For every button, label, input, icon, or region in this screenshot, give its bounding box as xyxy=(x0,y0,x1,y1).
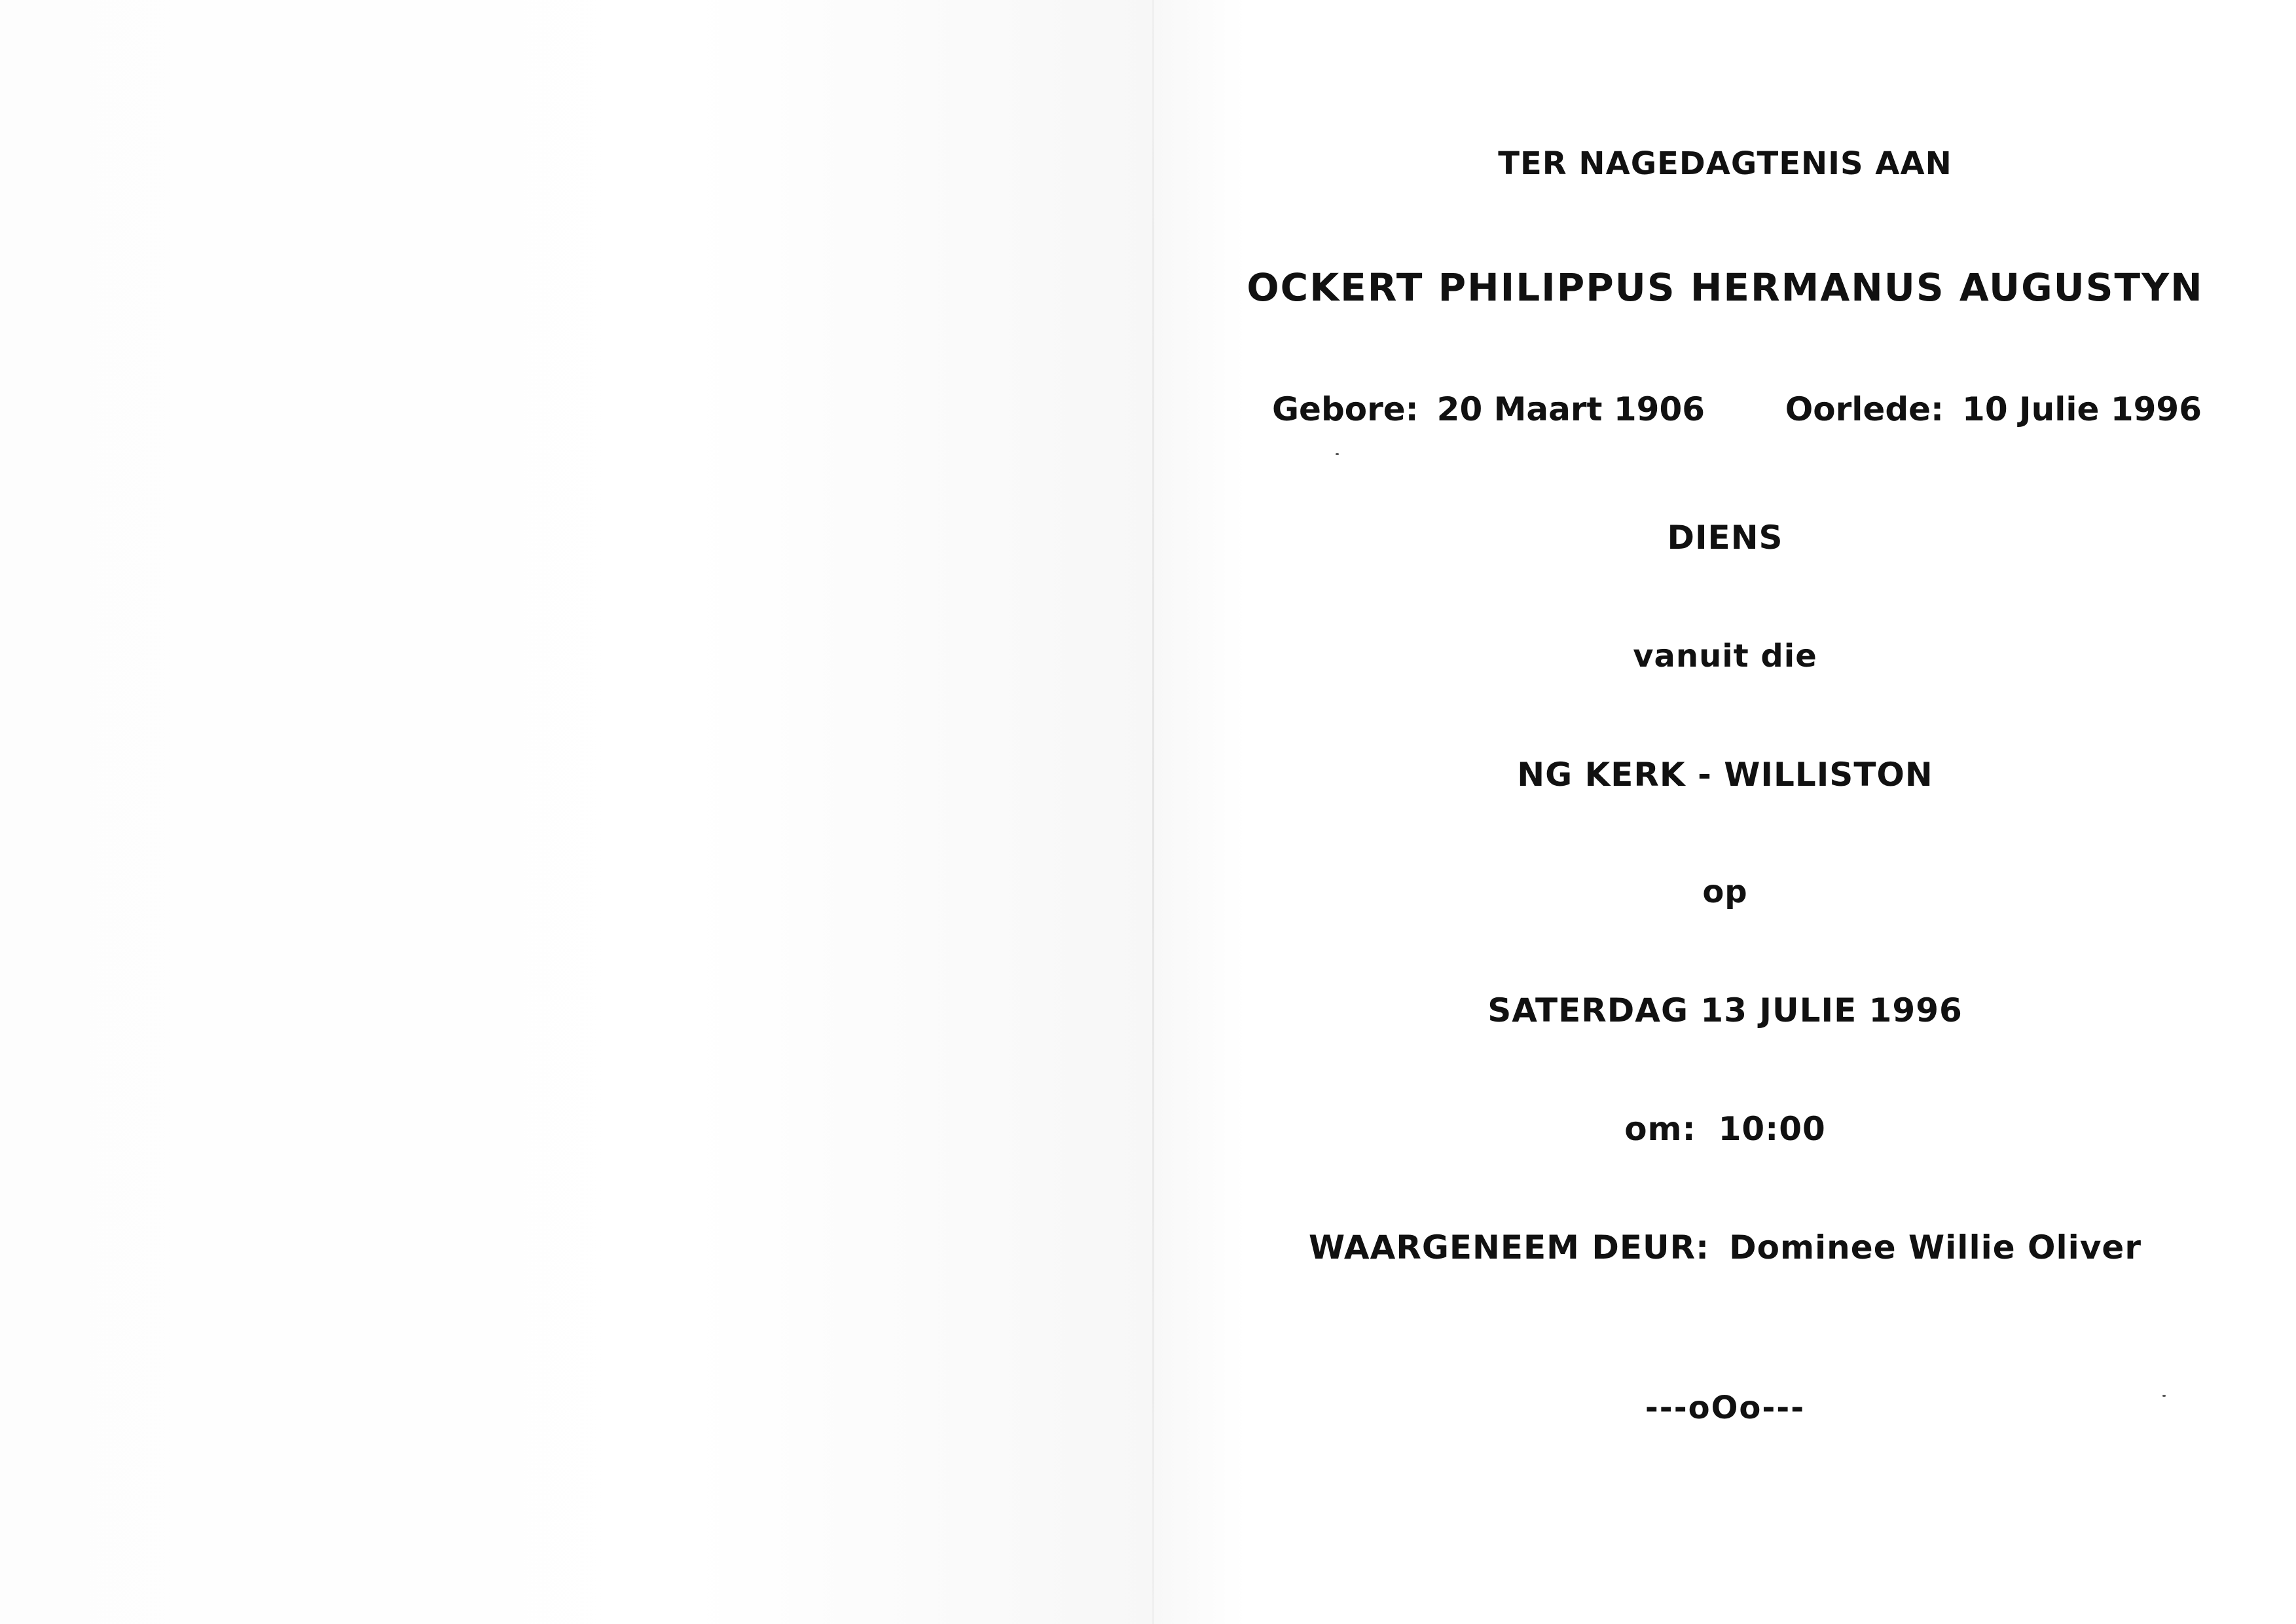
deceased-name: OCKERT PHILIPPUS HERMANUS AUGUSTYN xyxy=(1247,265,2204,310)
died-label: Oorlede: xyxy=(1785,390,1944,428)
service-time-line xyxy=(1154,1110,2296,1148)
born-info xyxy=(1272,390,1705,428)
service-time: 10:00 xyxy=(1718,1110,1826,1148)
life-dates xyxy=(1272,390,2202,436)
scan-speck xyxy=(1336,453,1339,455)
service-on-text: op xyxy=(1702,874,1748,910)
died-info xyxy=(1785,390,2202,428)
closing-ornament: ---oOo--- xyxy=(1645,1390,1806,1426)
officiant-line xyxy=(1154,1228,2296,1266)
service-heading: DIENS xyxy=(1667,519,1783,557)
born-date: 20 Maart 1906 xyxy=(1436,390,1705,428)
service-venue: NG KERK - WILLISTON xyxy=(1517,756,1933,794)
born-label: Gebore: xyxy=(1272,390,1419,428)
scan-speck xyxy=(2162,1395,2166,1397)
memorial-intro: TER NAGEDAGTENIS AAN xyxy=(1498,145,1952,182)
officiant-name: Dominee Willie Oliver xyxy=(1729,1228,2141,1266)
right-page xyxy=(1154,0,2296,1624)
time-label: om: xyxy=(1624,1110,1696,1148)
officiant-label: WAARGENEEM DEUR: xyxy=(1309,1228,1710,1266)
service-from-text: vanuit die xyxy=(1633,638,1817,674)
died-date: 10 Julie 1996 xyxy=(1962,390,2202,428)
service-date: SATERDAG 13 JULIE 1996 xyxy=(1487,991,1963,1029)
